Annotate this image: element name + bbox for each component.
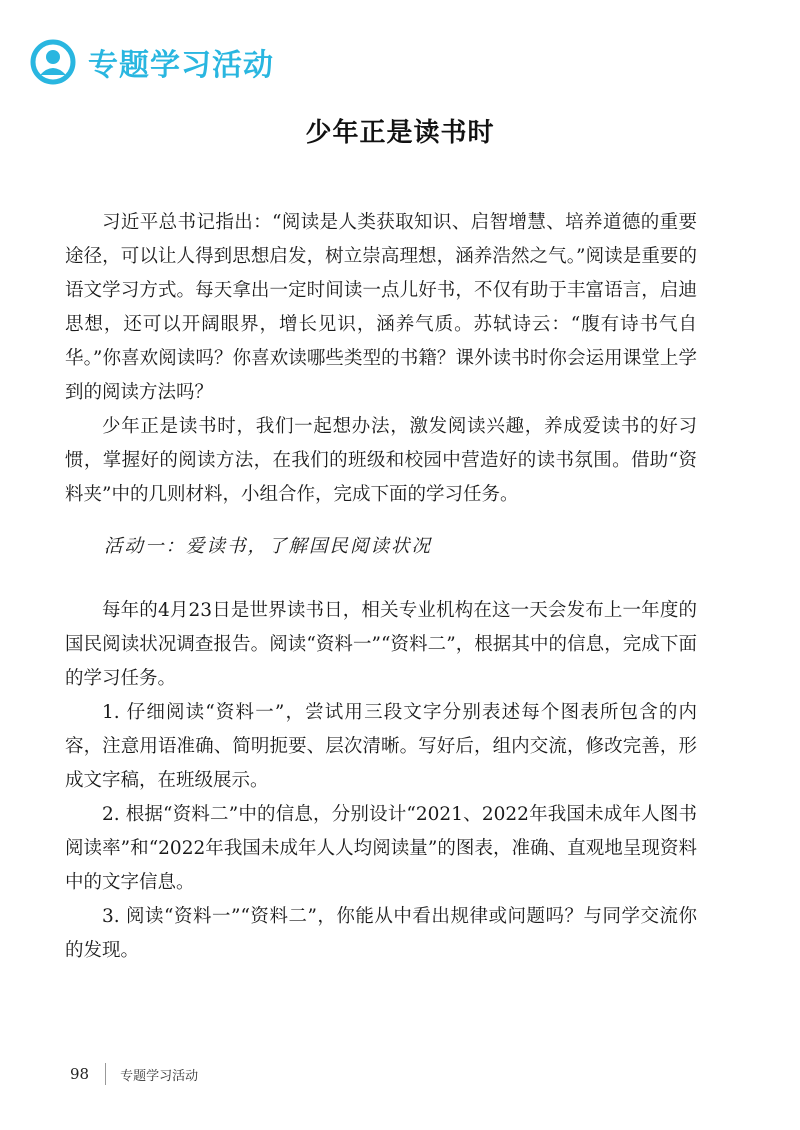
page-number: 98 — [70, 1065, 90, 1083]
person-circle-icon — [30, 39, 76, 85]
section-title: 专题学习活动 — [88, 48, 274, 83]
activity-paragraph: 每年的4月23日是世界读书日，相关专业机构在这一天会发布上一年度的国民阅读状况调查报告。阅读“资料一”“资料二”，根据其中的信息，完成下面的学习任务。 — [65, 600, 697, 689]
task-item-2: 2. 根据“资料二”中的信息，分别设计“2021、2022年我国未成年人图书阅读率”和“2022年我国未成年人人均阅读量”的图表，准确、直观地呈现资料中的文字信息。 — [65, 804, 697, 893]
task-item-1: 1. 仔细阅读“资料一”，尝试用三段文字分别表述每个图表所包含的内容，注意用语准确、简明扼要、层次清晰。写好后，组内交流，修改完善，形成文字稿，在班级展示。 — [65, 702, 697, 791]
section-header — [30, 38, 274, 86]
task-item-3: 3. 阅读“资料一”“资料二”，你能从中看出规律或问题吗？与同学交流你的发现。 — [65, 906, 697, 961]
activity-heading: 活动一：爱读书，了解国民阅读状况 — [104, 536, 433, 557]
footer-divider — [105, 1063, 106, 1085]
intro-paragraph: 少年正是读书时，我们一起想办法，激发阅读兴趣，养成爱读书的好习惯，掌握好的阅读方法，在我们的班级和校园中营造好的读书氛围。借助“资料夹”中的几则材料，小组合作，完成下面的学习任务。 — [65, 416, 697, 505]
intro-section — [65, 206, 697, 512]
page-footer — [70, 1062, 198, 1086]
page-title: 少年正是读书时 — [305, 118, 495, 148]
activity-section — [65, 594, 697, 968]
footer-section-label: 专题学习活动 — [120, 1068, 199, 1084]
intro-paragraph: 习近平总书记指出：“阅读是人类获取知识、启智增慧、培养道德的重要途径，可以让人得到思想启发，树立崇高理想，涵养浩然之气。”阅读是重要的语文学习方式。每天拿出一定时间读一点儿好书，不仅有助于丰富语言，启迪思想，还可以开阔眼界，增长见识，涵养气质。苏轼诗云：“腹有诗书气自华。”你喜欢阅读吗？你喜欢读哪些类型的书籍？课外读书时你会运用课堂上学到的阅读方法吗？ — [65, 212, 697, 403]
